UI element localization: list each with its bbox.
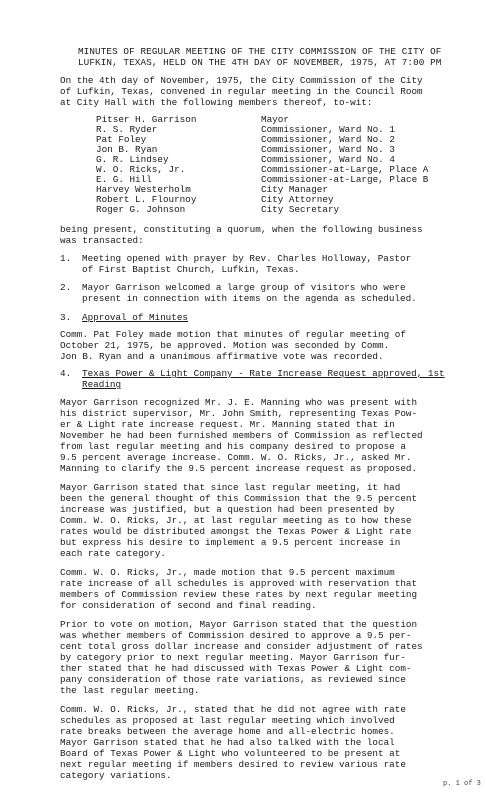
paragraph-3-line: for consideration of second and final reading. [60, 600, 317, 611]
paragraph-3-line: Comm. W. O. Ricks, Jr., made motion that 9.5 percent maximum [60, 567, 395, 578]
paragraph-1-line: er & Light rate increase request. Mr. Manning stated that in [60, 419, 395, 430]
paragraph-1-line: 9.5 percent average increase. Comm. W. O. Ricks, Jr., asked Mr. [60, 452, 412, 463]
paragraph-1-line: from last regular meeting and his company desired to propose a [60, 441, 406, 452]
page-number: p. 1 of 3 [443, 780, 481, 788]
paragraph-3-line: rate increase of all schedules is approved with reservation that [60, 578, 418, 589]
paragraph-4-line: the last regular meeting. [60, 685, 200, 696]
item-1-line-2: of First Baptist Church, Lufkin, Texas. [82, 264, 300, 275]
attendee-name: Pitser H. Garrison [96, 114, 197, 125]
attendee-role: Commissioner, Ward No. 2 [261, 134, 395, 145]
item-number: 4. [60, 368, 72, 379]
paragraph-1-line: November he had been furnished members of Commission as reflected [60, 430, 423, 441]
attendee-role: City Secretary [261, 204, 340, 215]
paragraph-4-line: ther stated that he had discussed with Texas Power & Light com- [60, 663, 412, 674]
minutes-approval-line-1: Comm. Pat Foley made motion that minutes of regular meeting of [60, 329, 406, 340]
item-1-line-1: Meeting opened with prayer by Rev. Charles Holloway, Pastor [82, 253, 412, 264]
attendee-role: Commissioner, Ward No. 1 [261, 124, 395, 135]
paragraph-2-line: Comm. W. O. Ricks, Jr., at last regular meeting as to how these [60, 515, 412, 526]
paragraph-4-line: cent total gross dollar increase and consider adjustment of rates [60, 641, 423, 652]
minutes-approval-line-3: Jon B. Ryan and a unanimous affirmative vote was recorded. [60, 351, 384, 362]
item-2-line-2: present in connection with items on the agenda as scheduled. [82, 293, 417, 304]
minutes-approval-line-2: October 21, 1975, be approved. Motion was seconded by Comm. [60, 340, 390, 351]
paragraph-3-line: members of Commission review these rates by next regular meeting [60, 589, 418, 600]
paragraph-2-line: but express his desire to implement a 9.5 percent increase in [60, 537, 401, 548]
attendee-name: R. S. Ryder [96, 124, 158, 135]
quorum-line-2: was transacted: [60, 235, 144, 246]
item-number: 1. [60, 253, 72, 264]
paragraph-5-line: rate breaks between the average home and all-electric homes. [60, 726, 395, 737]
minutes-title-line-2: LUFKIN, TEXAS, HELD ON THE 4TH DAY OF NOVEMBER, 1975, AT 7:00 PM [78, 57, 442, 68]
attendee-role: Commissioner, Ward No. 4 [261, 154, 395, 165]
attendee-name: Pat Foley [96, 134, 147, 145]
item-4-heading-line-1: Texas Power & Light Company - Rate Increase Request approved, 1st [82, 368, 445, 379]
paragraph-5-line: Comm. W. O. Ricks, Jr., stated that he did not agree with rate [60, 704, 406, 715]
attendee-role: City Manager [261, 184, 328, 195]
attendee-role: Commissioner, Ward No. 3 [261, 144, 395, 155]
paragraph-2-line: Mayor Garrison stated that since last regular meeting, it had [60, 482, 401, 493]
attendee-name: W. O. Ricks, Jr. [96, 164, 186, 175]
attendee-role: Commissioner-at-Large, Place B [261, 174, 429, 185]
attendee-name: Harvey Westerholm [96, 184, 191, 195]
item-number: 2. [60, 282, 72, 293]
paragraph-4-line: was whether members of Commission desired to approve a 9.5 per- [60, 630, 412, 641]
attendee-role: City Attorney [261, 194, 334, 205]
attendee-name: Robert L. Flournoy [96, 194, 197, 205]
paragraph-2-line: been the general thought of this Commission that the 9.5 percent [60, 493, 418, 504]
intro-line-3: at City Hall with the following members thereof, to-wit: [60, 97, 373, 108]
paragraph-1-line: Manning to clarify the 9.5 percent increase request as proposed. [60, 463, 418, 474]
item-2-line-1: Mayor Garrison welcomed a large group of visitors who were [82, 282, 406, 293]
attendee-name: E. G. Hill [96, 174, 152, 185]
intro-line-1: On the 4th day of November, 1975, the City Commission of the City [60, 75, 423, 86]
attendee-name: Roger G. Johnson [96, 204, 186, 215]
paragraph-4-line: pany consideration of those rate variations, as reviewed since [60, 674, 406, 685]
quorum-line-1: being present, constituting a quorum, when the following business [60, 224, 423, 235]
minutes-title-line-1: MINUTES OF REGULAR MEETING OF THE CITY COMMISSION OF THE CITY OF [78, 46, 442, 57]
attendee-role: Mayor [261, 114, 289, 125]
intro-line-2: of Lufkin, Texas, convened in regular meeting in the Council Room [60, 86, 423, 97]
paragraph-5-line: schedules as proposed at last regular meeting which involved [60, 715, 395, 726]
paragraph-1-line: Mayor Garrison recognized Mr. J. E. Manning who was present with [60, 397, 418, 408]
paragraph-1-line: his district supervisor, Mr. John Smith, representing Texas Pow- [60, 408, 418, 419]
item-4-heading-line-2: Reading [82, 379, 122, 390]
paragraph-2-line: each rate category. [60, 548, 167, 559]
paragraph-4-line: by category prior to next regular meeting. Mayor Garrison fur- [60, 652, 406, 663]
paragraph-4-line: Prior to vote on motion, Mayor Garrison stated that the question [60, 619, 418, 630]
paragraph-5-line: next regular meeting if members desired to review various rate [60, 759, 406, 770]
paragraph-5-line: Board of Texas Power & Light who volunteered to be present at [60, 748, 401, 759]
item-number: 3. [60, 312, 72, 323]
paragraph-5-line: Mayor Garrison stated that he had also talked with the local [60, 737, 395, 748]
paragraph-5-line: category variations. [60, 770, 172, 781]
attendee-name: G. R. Lindsey [96, 154, 169, 165]
paragraph-2-line: rates would be distributed amongst the Texas Power & Light rate [60, 526, 412, 537]
attendee-name: Jon B. Ryan [96, 144, 158, 155]
item-3-heading: Approval of Minutes [82, 312, 189, 323]
attendee-role: Commissioner-at-Large, Place A [261, 164, 429, 175]
paragraph-2-line: increase was justified, but a question had been presented by [60, 504, 395, 515]
